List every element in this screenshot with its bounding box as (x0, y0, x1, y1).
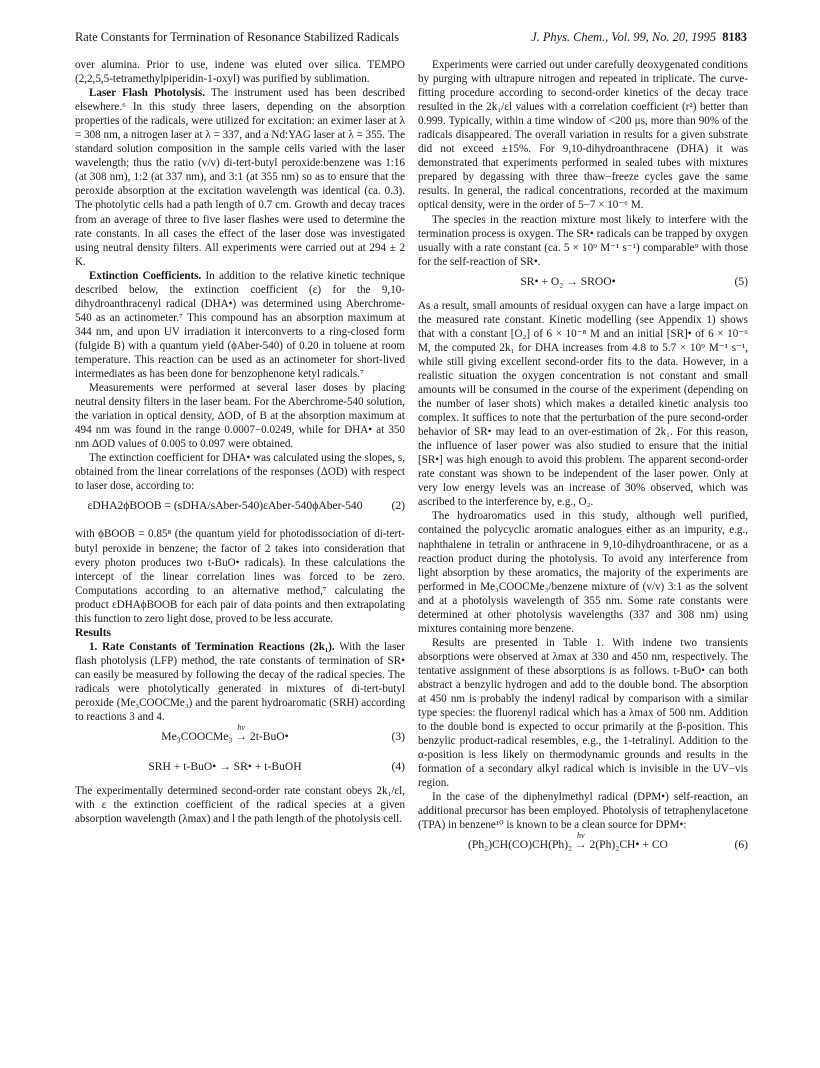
equation-2 (75, 497, 405, 523)
equation-6: (Ph₂)CH(CO)CH(Ph)₂ hν → 2(Ph)₂CH• + CO (6) (468, 831, 748, 852)
heading-rate-constants: 1. Rate Constants of Termination Reactions (2k₁). (89, 640, 335, 653)
equation-3: Me₃COOCMe₃ hν → 2t-BuO• (3) (161, 723, 405, 744)
equation-number: (2) (391, 499, 405, 513)
paragraph-text: With the laser flash photolysis (LFP) method, the rate constants of termination of SR• can easily be measured by following the decay of the radical species. The radicals were photolytically generated in mixtures of di-tert-butyl peroxide (Me₃COOCMe₃) and the parent hydroaromatic (SRH) according to reactions 3 and 4. (75, 640, 405, 724)
paragraph: As a result, small amounts of residual oxygen can have a large impact on the measured rate constant. Kinetic modelling (see Appendix 1) shows that with a constant [O₂] of 6 × 10⁻⁸ M and an initial [SR]• of 6 × 10⁻⁶ M, the computed 2k₁ for DHA increases from 4.8 to 5.7 × 10⁹ M⁻¹ s⁻¹, while still giving excellent second-order fits to the data. However, in a realistic situation the oxygen concentration is not constant and small amounts will be consumed in the course of the experiment (depending on the number of laser shots) which makes a detailed kinetic analysis too complex. It suffices to note that the perturbation of the pure second-order behavior of SR• may lead to an over-estimation of 2k₁. For this reason, the influence of laser power was also studied to ensure that the initial [SR•] was high enough to avoid this problem. The apparent second-order rate constant was shown to be independent of the laser power. Only at very low energy levels was an increase of 30% observed, which was ascribed to the interference by, e.g., O₂. (418, 299, 748, 509)
equation-number: (6) (734, 838, 748, 852)
hv-label: hν (237, 723, 245, 733)
paragraph: The hydroaromatics used in this study, although well purified, contained the polycyclic aromatic analogues either as an impurity, e.g., naphthalene in tetralin or anthracene in 9,10-dihydroanthracene, or as a reaction product during the photolysis. To avoid any interference from light absorption by these aromatics, the majority of the experiments are performed in Me₃COOCMe₃/benzene mixture of (v/v) 3:1 as the solvent and at a photolysis wavelength of 355 nm. Some rate constants were determined at other photolysis wavelengths (337 and 308 nm) using mixtures containing more benzene. (418, 510, 748, 635)
paragraph: In the case of the diphenylmethyl radical (DPM•) self-reaction, an additional precursor has been employed. Photolysis of tetraphenylacetone (TPA) in benzene¹⁰ is known to be a clean source for DPM•: (418, 791, 748, 832)
journal-name: J. Phys. Chem., (531, 30, 609, 44)
journal-citation (531, 30, 747, 45)
paragraph: with ϕBOOB = 0.85⁸ (the quantum yield for photodissociation of di-tert-butyl peroxide in benzene; the factor of 2 takes into consideration that every photon produces two t-BuO• radicals). In these calculations the intercept of the linear correlation lines was forced to be zero. Computations according to an alternative method,⁷ calculating the product εDHAϕBOOB for each pair of data points and then extrapolating this function to zero light dose, proved to be less accurate. (75, 528, 405, 625)
journal-volume: Vol. 99, No. 20, 1995 (611, 30, 717, 44)
equation-rhs: 2(Ph)₂CH• + CO (589, 838, 668, 852)
paragraph: The extinction coefficient for DHA• was calculated using the slopes, s, obtained from the linear correlations of the responses (ΔOD) with respect to laser dose, according to: (75, 452, 405, 493)
paragraph-rates (75, 640, 405, 724)
equation-expression: SR• + O₂ → SROO• (520, 274, 616, 288)
equation-number: (4) (391, 760, 405, 774)
heading-extinction-coefficients: Extinction Coefficients. (89, 269, 202, 282)
paragraph: Experiments were carried out under carefully deoxygenated conditions by purging with ultrapure nitrogen and repeated in triplicate. The curve-fitting procedure according to second-order kinetics of the decay trace resulted in the 2k₁/εl values with a correlation coefficient (r²) better than 0.999. Typically, within a time window of <200 μs, more than 90% of the radicals disappeared. The overall variation in results for a given substrate did not exceed ±15%. For 9,10-dihydroanthracene (DHA) it was demonstrated that experiments performed in sealed tubes with mixtures prepared by degassing with three thaw−freeze cycles gave the same results. In general, the radical concentrations, recorded at the maximum optical density, were in the order of 5−7 × 10⁻⁶ M. (418, 59, 748, 212)
heading-laser-flash-photolysis: Laser Flash Photolysis. (89, 87, 205, 100)
left-column (75, 58, 405, 826)
equation-number: (5) (734, 274, 748, 288)
running-header (75, 30, 747, 46)
paragraph: Measurements were performed at several laser doses by placing neutral density filters in the laser beam. For the Aberchrome-540 solution, the variation in optical density, ΔOD, of B at the absorption maximum at 494 nm was found in the range 0.0007−0.0249, while for DHA• at 350 nm ΔOD values of 0.005 to 0.097 were obtained. (75, 382, 405, 451)
equation-5 (418, 273, 748, 295)
paragraph: over alumina. Prior to use, indene was eluted over silica. TEMPO (2,2,5,5-tetramethylpiperidin-1-oxyl) was purified by sublimation. (75, 59, 405, 86)
paragraph: The experimentally determined second-order rate constant obeys 2k₁/εl, with ε the extinction coefficient of the radical species at a given absorption wavelength (λmax) and l the path length of the photolysis cell. (75, 785, 405, 826)
equation-number: (3) (391, 730, 405, 744)
equation-rhs: 2t-BuO• (249, 730, 289, 744)
equation-lhs: Me₃COOCMe₃ (161, 730, 233, 744)
section-heading-results: Results (75, 625, 112, 639)
paragraph-text: In addition to the relative kinetic technique described below, the extinction coefficient (ε) for the 9,10-dihydroanthracenyl radical (DHA•) was determined using Aberchrome-540 as an actinometer.⁷ This compound has an absorption maximum at 344 nm, and upon UV irradiation it interconverts to a ring-closed form (fulgide B) with a quantum yield (ϕAber-540) of 0.20 in toluene at room temperature. This reaction can be used as an actinometer for short-lived intermediates as has been done for benzophenone ketyl radicals.⁷ (75, 269, 405, 381)
equation-4 (75, 758, 405, 780)
paragraph: Results are presented in Table 1. With indene two transients absorptions were observed at λmax at 330 and 450 nm, respectively. The tentative assignment of these absorptions is as follows. t-BuO• can both abstract a benzylic hydrogen and add to the double bond. The absorption at 450 nm is probably the indenyl radical by comparison with a similar type species: the fluorenyl radical which has a λmax of 500 nm. Addition to the double bond is expected to occur primarily at the β-position. This benzylic product-radical resembles, e.g., the 1-tetralinyl. Addition to the α-position is less likely on thermodynamic grounds and results in the formation of a secondary alkyl radical which is invisible in the UV−vis region. (418, 636, 748, 790)
equation-lhs: (Ph₂)CH(CO)CH(Ph)₂ (468, 838, 573, 852)
equation-expression: εDHA2ϕBOOB = (sDHA/sAber-540)εAber-540ϕAber-540 (87, 499, 363, 513)
paragraph-extinction (75, 269, 405, 381)
paragraph: The species in the reaction mixture most likely to interfere with the termination process is oxygen. The SR• radicals can be trapped by oxygen usually with a rate constant (ca. 5 × 10⁹ M⁻¹ s⁻¹) comparable⁹ with those for the self-reaction of SR•. (418, 213, 748, 268)
hv-label: hν (577, 831, 585, 841)
paragraph-text: The instrument used has been described elsewhere.⁶ In this study three lasers, depending on the absorption properties of the radicals, were utilized for excitation: an eximer laser at λ = 308 nm, a nitrogen laser at λ = 337, and a Nd:YAG laser at λ = 355. The standard solution composition in the sample cells varied with the laser wavelength; thus the ratio (v/v) di-tert-butyl peroxide:benzene was 1:16 (at 308 nm), 1:2 (at 337 nm), and 3:1 (at 355 nm) so as to ensure that the peroxide absorption at the excitation wavelength was identical (ca. 0.3). The photolytic cells had a path length of 0.7 cm. Growth and decay traces from an average of three to five laser flashes were used to determine the rate constants. In all cases the effect of the laser dose was investigated using neutral density filters. All experiments were carried out at 294 ± 2 K. (75, 87, 406, 268)
paragraph-laser (75, 86, 405, 269)
equation-expression: SRH + t-BuO• → SR• + t-BuOH (148, 760, 302, 774)
running-title: Rate Constants for Termination of Resonance Stabilized Radicals (75, 30, 400, 44)
right-column (418, 58, 748, 866)
page-number: 8183 (722, 30, 747, 44)
